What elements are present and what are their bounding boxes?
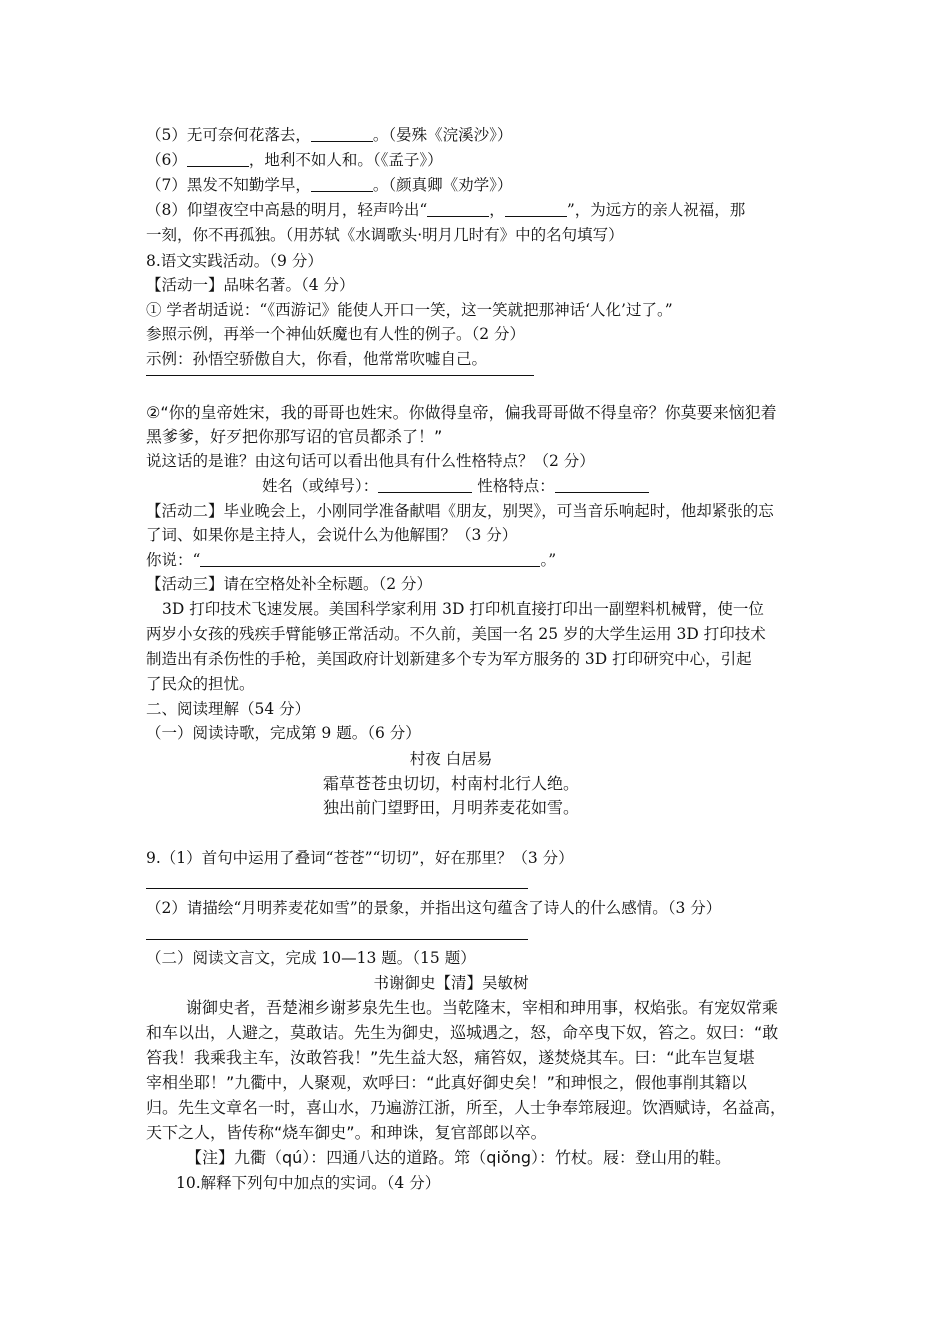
q8-prompt: （8）仰望夜空中高悬的明月，轻声吟出“ <box>146 201 428 219</box>
classical-text-1: 谢御史者，吾楚湘乡谢芗泉先生也。当乾隆末，宰相和珅用事，权焰张。有宠奴常乘 <box>186 998 779 1017</box>
activity3-text-3: 制造出有杀伤性的手枪，美国政府计划新建多个专为军方服务的 3D 打印研究中心，引起 <box>146 650 752 668</box>
classical-text-4: 宰相坐耶！”九衢中，人聚观，欢呼曰：“此真好御史矣！”和珅恨之，假他事削其籍以 <box>146 1073 747 1092</box>
activity1-quote2-line1: ②“你的皇帝姓宋，我的哥哥也姓宋。你做得皇帝，偏我哥哥做不得皇帝？你莫要来恼犯着 <box>146 403 777 422</box>
q10-title: 10.解释下列句中加点的实词。（4 分） <box>176 1174 441 1192</box>
q5-source: 。（晏殊《浣溪沙》） <box>372 126 513 144</box>
poem-line-1: 霜草苍苍虫切切，村南村北行人绝。 <box>322 774 579 793</box>
q8-line-2: 一刻，你不再孤独。（用苏轼《水调歌头·明月几时有》中的名句填写） <box>146 226 624 244</box>
activity1-title: 【活动一】品味名著。（4 分） <box>146 276 355 294</box>
q8-prompt-tail: ”，为远方的亲人祝福，那 <box>566 201 746 219</box>
activity1-quote2-line2: 黑爹爹，好歹把你那写诏的官员都杀了！” <box>146 427 443 446</box>
q7-prompt: （7）黑发不知勤学早， <box>146 176 311 194</box>
activity1-question: 说这话的是谁？由这句话可以看出他具有什么性格特点？（2 分） <box>146 452 595 470</box>
poem-title: 村夜 白居易 <box>409 750 493 768</box>
trait-blank[interactable] <box>555 476 649 493</box>
activity3-title: 【活动三】请在空格处补全标题。（2 分） <box>146 575 433 593</box>
activity1-answer-row <box>262 475 649 497</box>
q9-part1: 9.（1）首句中运用了叠词“苍苍”“切切”，好在那里？（3 分） <box>146 849 574 867</box>
section2-title: 二、阅读理解（54 分） <box>146 700 311 718</box>
q5-prompt: （5）无可奈何花落去， <box>146 126 311 144</box>
activity1-answer-line[interactable] <box>146 375 534 376</box>
q7-source: 。（颜真卿《劝学》） <box>372 176 513 194</box>
name-blank[interactable] <box>378 476 472 493</box>
q8-practice-title: 8.语文实践活动。（9 分） <box>146 252 323 270</box>
name-label: 姓名（或绰号）： <box>262 477 379 495</box>
q5-blank[interactable] <box>311 125 373 142</box>
classical-note: 【注】九衢（qú）：四通八达的道路。筇（qiǒng）：竹杖。屐：登山用的鞋。 <box>186 1148 731 1167</box>
say-suffix: 。” <box>540 551 557 569</box>
q9-part2: （2）请描绘“月明荞麦花如雪”的景象，并指出这句蕴含了诗人的什么感情。（3 分） <box>146 899 722 917</box>
fill-blank-q5 <box>146 124 512 146</box>
classical-text-5: 归。先生文章名一时，喜山水，乃遍游江浙，所至，人士争奉筇屐迎。饮酒赋诗，名益高， <box>146 1098 787 1117</box>
poem-line-2: 独出前门望野田，月明荞麦花如雪。 <box>322 798 579 817</box>
activity2-answer <box>146 549 556 571</box>
activity3-text-2: 两岁小女孩的残疾手臂能够正常活动。不久前，美国一名 25 岁的大学生运用 3D 打印技术 <box>146 625 766 643</box>
fill-blank-q6 <box>146 149 443 171</box>
fill-blank-q7 <box>146 174 512 196</box>
classical-text-3: 笞我！我乘我主车，汝敢笞我！”先生益大怒，痛笞奴，遂焚烧其车。曰：“此车岂复堪 <box>146 1048 755 1067</box>
classical-title <box>146 972 756 994</box>
activity1-example: 示例：孙悟空骄傲自大，你看，他常常吹嘘自己。 <box>146 350 488 368</box>
activity1-instruction: 参照示例，再举一个神仙妖魔也有人性的例子。（2 分） <box>146 325 526 343</box>
classical-title-text: 书谢御史【清】吴敏树 <box>373 974 529 992</box>
fill-blank-q8 <box>146 199 745 221</box>
activity2-line1: 【活动二】毕业晚会上，小刚同学准备献唱《朋友，别哭》，可当音乐响起时，他却紧张的忘 <box>146 502 774 520</box>
q7-blank[interactable] <box>311 175 373 192</box>
activity2-line2: 了词、如果你是主持人，会说什么为他解围？（3 分） <box>146 526 518 544</box>
q8-blank-1[interactable] <box>427 200 489 217</box>
say-prefix: 你说：“ <box>146 551 201 569</box>
activity1-quote: ① 学者胡适说：“《西游记》能使人开口一笑，这一笑就把那神话‘人化’过了。” <box>146 301 673 319</box>
q6-blank[interactable] <box>187 150 249 167</box>
classical-text-6: 天下之人，皆传称“烧车御史”。和珅诛，复官部郎以卒。 <box>146 1123 547 1142</box>
q6-source: ，地利不如人和。（《孟子》） <box>248 151 443 169</box>
q8-comma: ， <box>489 201 505 219</box>
q6-prompt: （6） <box>146 151 187 169</box>
q8-blank-2[interactable] <box>505 200 567 217</box>
classical-text-2: 和车以出，人避之，莫敢诘。先生为御史，巡城遇之，怒，命卒曳下奴，笞之。奴曰：“敢 <box>146 1023 779 1042</box>
q9-part1-answer-line[interactable] <box>146 888 528 889</box>
activity3-text-1: 3D 打印技术飞速发展。美国科学家利用 3D 打印机直接打印出一副塑料机械臂，使一位 <box>162 600 764 618</box>
activity3-text-4: 了民众的担忧。 <box>146 675 255 693</box>
say-blank[interactable] <box>200 550 540 567</box>
trait-label: 性格特点： <box>477 477 555 495</box>
q9-part2-answer-line[interactable] <box>146 939 528 940</box>
classical-instruction: （二）阅读文言文，完成 10—13 题。（15 题） <box>146 949 476 967</box>
poem-instruction: （一）阅读诗歌，完成第 9 题。（6 分） <box>146 724 421 742</box>
